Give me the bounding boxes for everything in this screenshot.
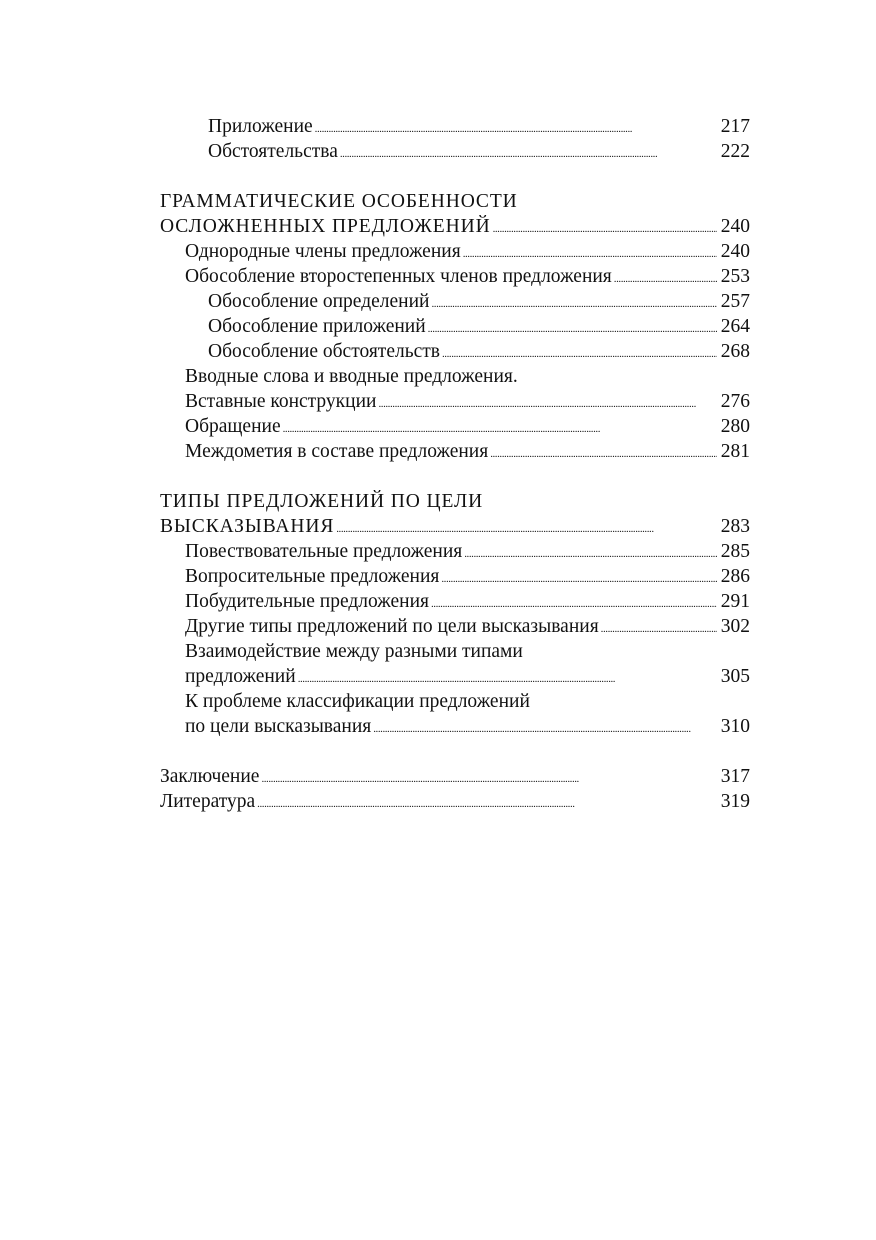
toc-entry-title: по цели высказывания [185, 716, 372, 737]
toc-entry-title: Обособление обстоятельств [208, 341, 440, 362]
section-heading-line1: ТИПЫ ПРЕДЛОЖЕНИЙ ПО ЦЕЛИ [160, 491, 484, 512]
toc-entry-drugie-tipy[interactable] [160, 614, 750, 639]
toc-entry-title: Приложение [208, 116, 313, 137]
toc-entry-page: 264 [720, 316, 750, 337]
toc-entry-title: Взаимодействие между разными типами [185, 641, 523, 662]
toc-entry-page: 276 [720, 391, 750, 412]
toc-entry-title: Повествовательные предложения [185, 541, 463, 562]
toc-entry-vzaimodeystvie-cont[interactable] [160, 664, 750, 689]
toc-entry-page: 310 [720, 716, 750, 737]
toc-entry-pobuditelnye[interactable] [160, 589, 750, 614]
toc-entry-title: Заключение [160, 766, 260, 787]
toc-entry-obosoblenie-prilozheniy[interactable] [160, 314, 750, 339]
toc-entry-vvodnye-slova[interactable] [160, 364, 750, 389]
dot-leader [490, 442, 717, 467]
toc-entry-vstavnye[interactable] [160, 389, 750, 414]
section-gap [160, 739, 750, 764]
toc-entry-zaklyuchenie[interactable] [160, 764, 750, 789]
toc-entry-page: 240 [720, 241, 750, 262]
toc-entry-page: 253 [720, 266, 750, 287]
toc-entry-page: 280 [720, 416, 750, 437]
section-heading-grammatical-line2[interactable] [160, 214, 750, 239]
toc-entry-title: Междометия в составе предложения [185, 441, 489, 462]
toc-entry-title: Обособление приложений [208, 316, 426, 337]
toc-entry-k-probleme-cont[interactable] [160, 714, 750, 739]
toc-entry-mezhdometiya[interactable] [160, 439, 750, 464]
toc-entry-page: 302 [720, 616, 750, 637]
toc-entry-title: Вопросительные предложения [185, 566, 440, 587]
toc-entry-page: 319 [720, 791, 750, 812]
toc-entry-page: 268 [720, 341, 750, 362]
toc-entry-page: 291 [720, 591, 750, 612]
toc-entry-title: Другие типы предложений по цели высказывания [185, 616, 599, 637]
section-gap [160, 164, 750, 189]
toc-entry-page: 286 [720, 566, 750, 587]
table-of-contents [160, 114, 750, 814]
toc-entry-k-probleme[interactable] [160, 689, 750, 714]
toc-entry-povestvovatelnye[interactable] [160, 539, 750, 564]
toc-entry-title: Вводные слова и вводные предложения. [185, 366, 518, 387]
toc-entry-title: Однородные члены предложения [185, 241, 461, 262]
toc-entry-odnorodnye[interactable] [160, 239, 750, 264]
toc-entry-title: Обращение [185, 416, 281, 437]
dot-leader [257, 792, 717, 817]
toc-entry-obrashchenie[interactable] [160, 414, 750, 439]
section-gap [160, 464, 750, 489]
toc-entry-page: 217 [720, 116, 750, 137]
toc-entry-literatura[interactable] [160, 789, 750, 814]
dot-leader [340, 142, 717, 167]
toc-entry-title: Литература [160, 791, 256, 812]
section-heading-line2: ВЫСКАЗЫВАНИЯ [160, 516, 335, 537]
toc-entry-title: Побудительные предложения [185, 591, 429, 612]
section-heading-line1: ГРАММАТИЧЕСКИЕ ОСОБЕННОСТИ [160, 191, 518, 212]
toc-entry-page: 305 [720, 666, 750, 687]
toc-entry-title: Вставные конструкции [185, 391, 377, 412]
dot-leader [373, 717, 717, 742]
toc-entry-page: 285 [720, 541, 750, 562]
toc-entry-title: Обстоятельства [208, 141, 338, 162]
toc-entry-page: 281 [720, 441, 750, 462]
toc-entry-title: Обособление определений [208, 291, 430, 312]
toc-entry-obosoblenie-opredeleniy[interactable] [160, 289, 750, 314]
section-heading-types-line2[interactable] [160, 514, 750, 539]
section-heading-page: 240 [720, 216, 750, 237]
toc-entry-title: К проблеме классификации предложений [185, 691, 530, 712]
toc-entry-title: предложений [185, 666, 296, 687]
toc-entry-title: Обособление второстепенных членов предложения [185, 266, 612, 287]
section-heading-grammatical[interactable] [160, 189, 750, 214]
toc-entry-page: 222 [720, 141, 750, 162]
toc-entry-voprositelnye[interactable] [160, 564, 750, 589]
toc-entry-obosoblenie-obstoyatelstv[interactable] [160, 339, 750, 364]
section-heading-line2: ОСЛОЖНЕННЫХ ПРЕДЛОЖЕНИЙ [160, 216, 491, 237]
toc-entry-page: 317 [720, 766, 750, 787]
section-heading-types[interactable] [160, 489, 750, 514]
section-heading-page: 283 [720, 516, 750, 537]
toc-entry-vzaimodeystvie[interactable] [160, 639, 750, 664]
toc-entry-page: 257 [720, 291, 750, 312]
toc-entry-prilozhenie[interactable] [160, 114, 750, 139]
toc-entry-obosoblenie-vtorostepennyh[interactable] [160, 264, 750, 289]
toc-entry-obstoyatelstva[interactable] [160, 139, 750, 164]
